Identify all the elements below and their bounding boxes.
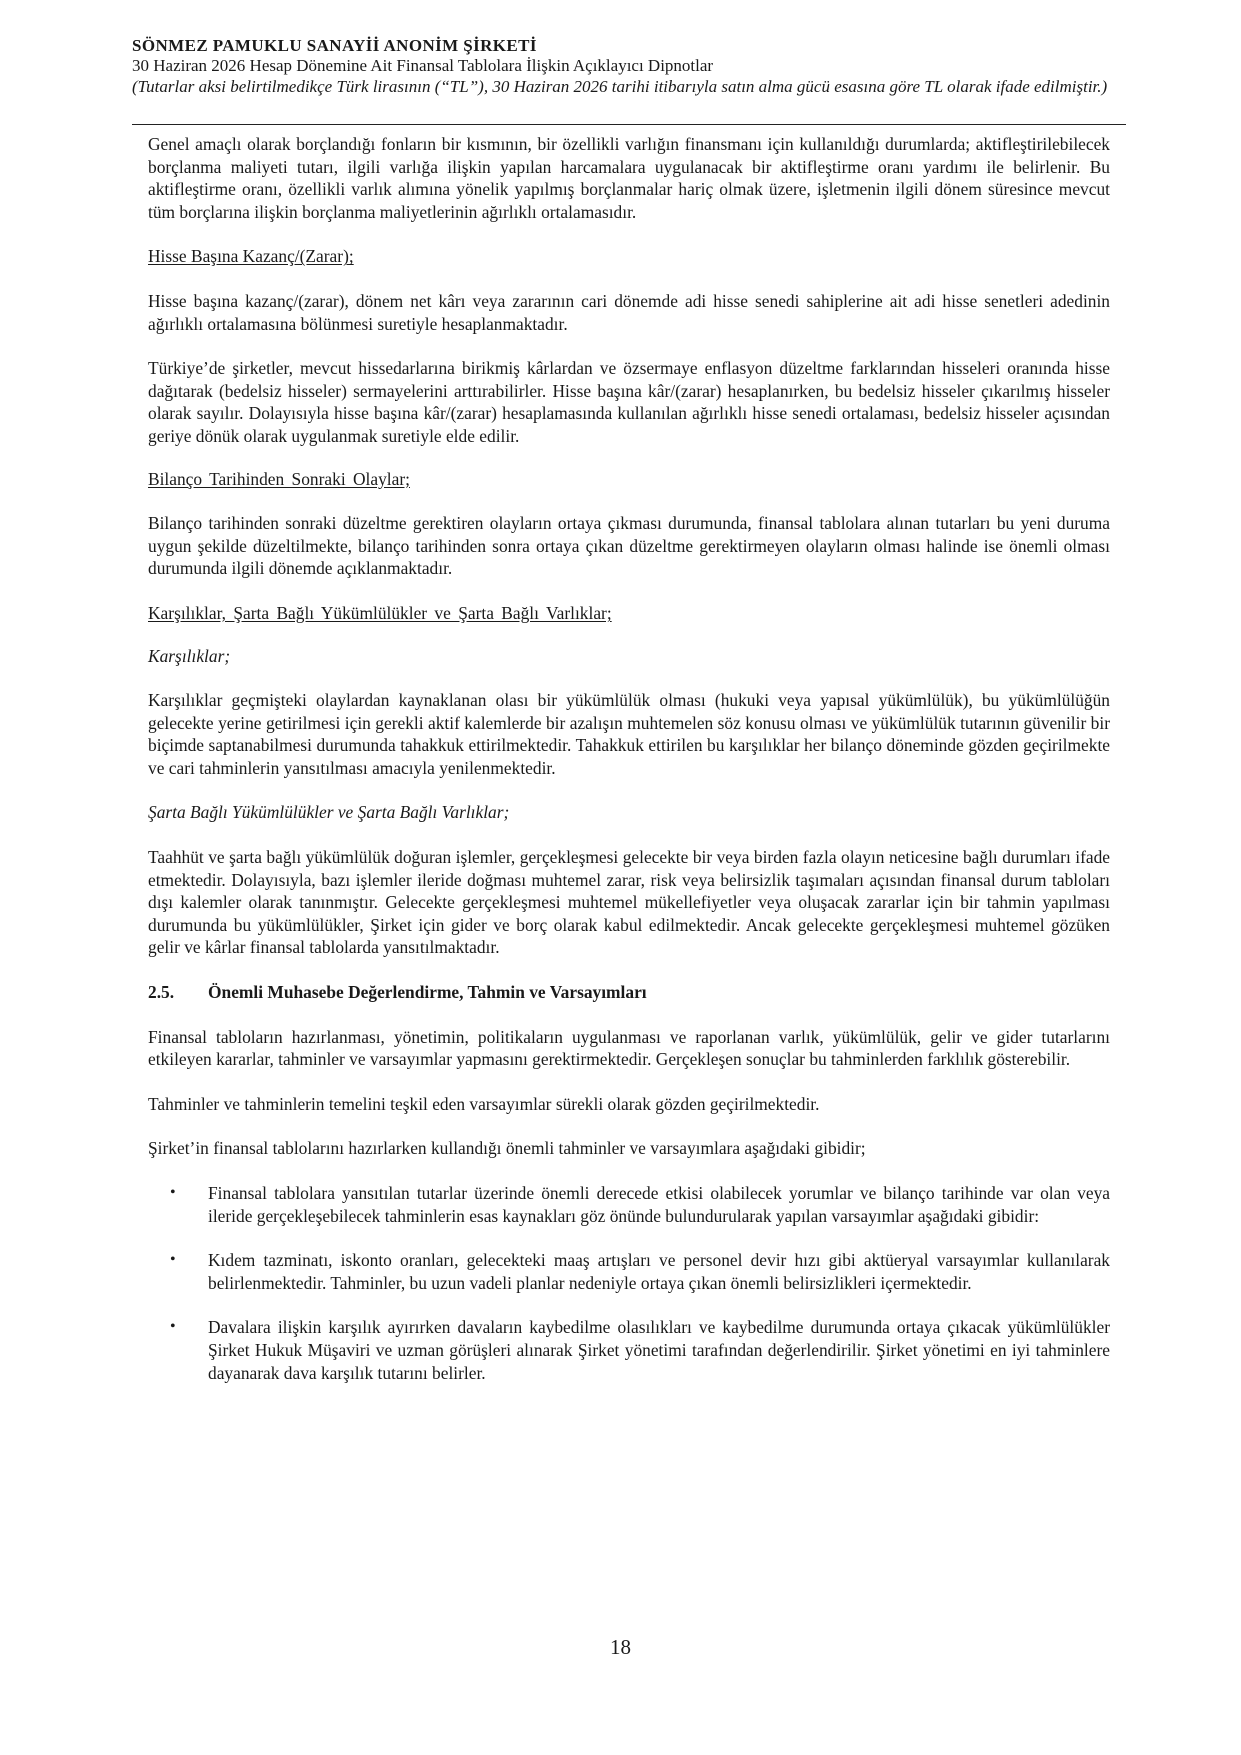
page-body — [148, 133, 1110, 1384]
page-header — [132, 36, 1126, 97]
bullet-item — [148, 1182, 1110, 1227]
heading-provisions-contingencies: Karşılıklar, Şarta Bağlı Yükümlülükler ve Şarta Bağlı Varlıklar; — [148, 602, 612, 623]
paragraph-contingent-items: Taahhüt ve şarta bağlı yükümlülük doğuran işlemler, gerçekleşmesi gelecekte bir veya birden fazla olayın neticesine bağlı durumları ifade etmektedir. Dolayısıyla, bazı işlemler ileride doğması muhtemel zarar, risk veya belirsizlik taşımaları açısından finansal durum tabloları dışı kalemler olarak tanınmıştır. Gelecekte gerçekleşmesi muhtemel mükellefiyetler veya oluşacak zararlar için bir tahmin yapılması durumunda bu yükümlülükler, Şirket için gider ve borç olarak kabul edilmektedir. Ancak gelecekte gerçekleşmesi muhtemel gözüken gelir ve kârlar finansal tablolarda yansıtılmaktadır. — [148, 847, 1110, 958]
report-subtitle: 30 Haziran 2026 Hesap Dönemine Ait Finansal Tablolara İlişkin Açıklayıcı Dipnotlar — [132, 56, 714, 75]
section-heading-2-5 — [148, 981, 1110, 1004]
header-divider — [132, 124, 1126, 125]
paragraph-bonus-shares: Türkiye’de şirketler, mevcut hissedarlarına birikmiş kârlardan ve özsermaye enflasyon düzeltme farklarından hisseleri oranında hisse dağıtarak (bedelsiz hisseler) sermayelerini arttırabilirler. Hisse başına kâr/(zarar) hesaplanırken, bu bedelsiz hisseler çıkarılmış hisseler olarak sayılır. Dolayısıyla hisse başına kâr/(zarar) hesaplamasında kullanılan ağırlıklı hisse senedi ortalaması, bedelsiz hisseler açısından geriye dönük olarak uygulanmak suretiyle elde edilir. — [148, 358, 1110, 446]
bullet-text: Finansal tablolara yansıtılan tutarlar üzerinde önemli derecede etkisi olabilecek yorumlar ve bilanço tarihinde var olan veya ileride gerçekleşebilecek tahminlerin esas kaynakları göz önünde bulundurularak yapılan varsayımlar aşağıdaki gibidir: — [208, 1183, 1110, 1226]
bullet-item — [148, 1249, 1110, 1294]
bullet-glyph: • — [170, 1318, 176, 1336]
bullet-glyph: • — [170, 1184, 176, 1201]
bullet-text: Kıdem tazminatı, iskonto oranları, gelecekteki maaş artışları ve personel devir hızı gibi aktüeryal varsayımlar kullanılarak belirlenmektedir. Tahminler, bu uzun vadeli planlar nedeniyle ortaya çıkan önemli belirsizlikleri içermektedir. — [208, 1250, 1110, 1293]
paragraph-estimates-intro: Finansal tabloların hazırlanması, yönetimin, politikaların uygulanması ve raporlanan varlık, yükümlülük, gelir ve gider tutarlarını etkileyen kararlar, tahminler ve varsayımlar yapmasını gerektirmektedir. Gerçekleşen sonuçlar bu tahminlerden farklılık gösterebilir. — [148, 1026, 1110, 1070]
bullet-item — [148, 1316, 1110, 1384]
paragraph-estimates-list-intro: Şirket’in finansal tablolarını hazırlarken kullandığı önemli tahminler ve varsayımlara aşağıdaki gibidir; — [148, 1138, 866, 1159]
bullet-glyph: • — [170, 1251, 176, 1269]
paragraph-eps-definition: Hisse başına kazanç/(zarar), dönem net kârı veya zararının cari dönemde adi hisse senedi sahiplerine ait adi hisse senetleri adedinin ağırlıklı ortalamasına bölünmesi suretiyle hesaplanmaktadır. — [148, 290, 1110, 334]
page-number: 18 — [610, 1635, 631, 1659]
subheading-contingent-items: Şarta Bağlı Yükümlülükler ve Şarta Bağlı Varlıklar; — [148, 802, 510, 823]
company-name: SÖNMEZ PAMUKLU SANAYİİ ANONİM ŞİRKETİ — [132, 36, 537, 55]
bullet-text: Davalara ilişkin karşılık ayırırken davaların kaybedilme olasılıkları ve kaybedilme durumunda ortaya çıkacak yükümlülükler Şirket Hukuk Müşaviri ve uzman görüşleri alınarak Şirket yönetimi tarafından değerlendirilir. Şirket yönetimi en iyi tahminlere dayanarak dava karşılık tutarını belirler. — [208, 1317, 1110, 1383]
paragraph-subsequent-events: Bilanço tarihinden sonraki düzeltme gerektiren olayların ortaya çıkması durumunda, finansal tablolara alınan tutarları bu yeni duruma uygun şekilde düzeltilmekte, bilanço tarihinden sonra ortaya çıkan düzeltme gerektirmeyen olayların olması halinde ise önemli olması durumunda ilgili dönemde açıklanmaktadır. — [148, 513, 1110, 579]
paragraph-estimates-review: Tahminler ve tahminlerin temelini teşkil eden varsayımlar sürekli olarak gözden geçirilmektedir. — [148, 1093, 820, 1114]
paragraph-provisions: Karşılıklar geçmişteki olaylardan kaynaklanan olası bir yükümlülük olması (hukuki veya yapısal yükümlülük), bu yükümlülüğün gelecekte yerine getirilmesi için gerekli aktif kalemlerde bir azalışın muhtemelen söz konusu olması ve yükümlülük tutarının güvenilir bir biçimde saptanabilmesi durumunda tahakkuk ettirilmektedir. Tahakkuk ettirilen bu karşılıklar her bilanço döneminde gözden geçirilmekte ve cari tahminlerin yansıtılması amacıyla yenilenmektedir. — [148, 690, 1110, 778]
heading-subsequent-events: Bilanço Tarihinden Sonraki Olaylar; — [148, 468, 410, 489]
paragraph-borrowing-costs: Genel amaçlı olarak borçlandığı fonların bir kısmının, bir özellikli varlığın finansmanı için kullanıldığı durumlarda; aktifleştirilebilecek borçlanma maliyeti tutarı, ilgili varlığa ilişkin yapılan harcamalara uygulanacak bir aktifleştirme oranı yardımı ile belirlenir. Bu aktifleştirme oranı, özellikli varlık alımına yönelik yapılmış borçlanmalar hariç olmak üzere, işletmenin ilgili dönem süresince mevcut tüm borçlarına ilişkin borçlanma maliyetlerinin ağırlıklı ortalamasıdır. — [148, 134, 1110, 222]
heading-earnings-per-share: Hisse Başına Kazanç/(Zarar); — [148, 246, 354, 267]
section-number: 2.5. — [148, 982, 175, 1003]
subheading-provisions: Karşılıklar; — [148, 645, 231, 666]
currency-note: (Tutarlar aksi belirtilmedikçe Türk lirasının (“TL”), 30 Haziran 2026 tarihi itibarıyla satın alma gücü esasına göre TL olarak ifade edilmiştir.) — [132, 77, 1108, 96]
section-title: Önemli Muhasebe Değerlendirme, Tahmin ve Varsayımları — [208, 982, 647, 1003]
